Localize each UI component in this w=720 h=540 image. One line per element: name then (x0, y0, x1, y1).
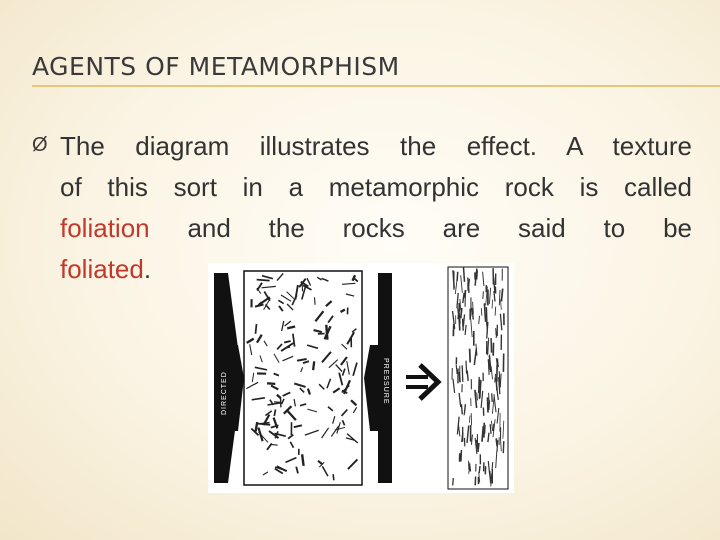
aligned-grain (461, 404, 462, 414)
mineral-grain (274, 410, 275, 417)
term-foliated: foliated (60, 254, 144, 284)
aligned-grain (464, 267, 465, 282)
text-line-3-rest: and the rocks are said to be (149, 213, 692, 243)
slide-title: AGENTS OF METAMORPHISM (32, 52, 720, 87)
aligned-grain (496, 438, 497, 446)
mineral-grain (274, 402, 280, 403)
aligned-grain (466, 361, 467, 374)
mineral-grain (256, 324, 257, 334)
aligned-grain (461, 450, 462, 462)
aligned-grain (477, 271, 478, 280)
text-line-4-rest: . (143, 254, 152, 284)
aligned-grain (470, 464, 471, 472)
aligned-grain (503, 441, 504, 453)
aligned-grain (478, 443, 479, 452)
metamorphism-diagram (208, 263, 514, 493)
aligned-grain (459, 372, 460, 382)
arrow-bullet-icon: Ø (32, 134, 48, 156)
aligned-grain (470, 349, 471, 363)
aligned-grain (468, 461, 469, 470)
mineral-grain (315, 297, 316, 305)
aligned-grain (462, 432, 463, 442)
mineral-grain (333, 474, 334, 480)
aligned-grain (492, 393, 493, 402)
term-foliation: foliation (60, 213, 150, 243)
aligned-grain (479, 466, 480, 473)
label-directed: DIRECTED (221, 371, 228, 415)
aligned-grain (489, 400, 490, 410)
text-line-1: The diagram illustrates the effect. A texture (60, 131, 692, 161)
aligned-grain (483, 291, 484, 299)
mineral-grain (257, 280, 270, 281)
mineral-grain (302, 454, 304, 466)
mineral-grain (313, 361, 314, 370)
aligned-grain (481, 308, 482, 316)
aligned-grain (453, 324, 454, 336)
aligned-grain (479, 377, 480, 393)
label-pressure: PRESSURE (382, 358, 389, 405)
aligned-grain (492, 462, 493, 470)
aligned-grain (480, 380, 481, 398)
text-line-2: of this sort in a metamorphic rock is called (60, 172, 692, 202)
mineral-grain (267, 383, 275, 384)
aligned-grain (463, 319, 464, 331)
aligned-grain (462, 365, 463, 381)
aligned-grain (453, 478, 454, 485)
text-line-3 (60, 208, 692, 249)
mineral-grain (326, 325, 327, 340)
aligned-grain (488, 397, 489, 412)
aligned-grain (490, 424, 491, 434)
aligned-grain (495, 307, 496, 316)
